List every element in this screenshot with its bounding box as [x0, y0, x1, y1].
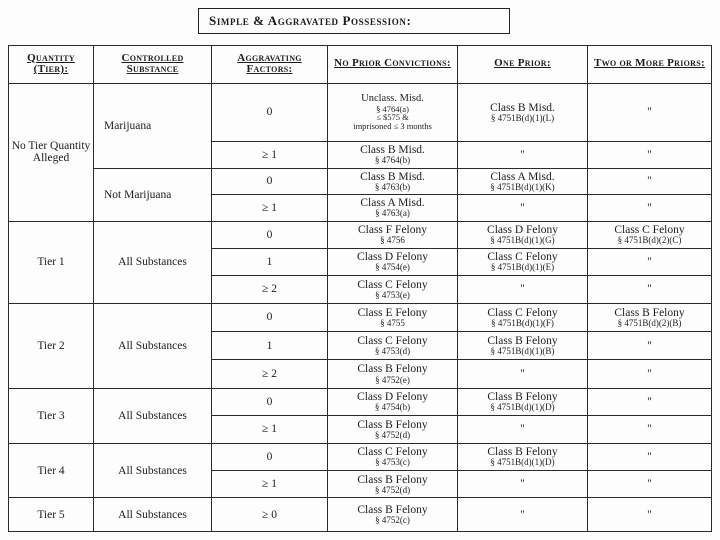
- penalty-class: Class C Felony: [357, 335, 428, 348]
- table-row: [9, 443, 712, 470]
- ditto-mark: ": [588, 416, 712, 443]
- statute-cite: § 4752(c): [375, 515, 410, 526]
- penalty-class: Class B Felony: [487, 446, 558, 459]
- substance-label: All Substances: [94, 498, 212, 532]
- tier-label: Tier 3: [9, 388, 94, 443]
- penalty-note: imprisoned ≤ 3 months: [353, 120, 432, 131]
- statute-cite: § 4751B(d)(1)(F): [491, 317, 554, 328]
- ditto-mark: ": [588, 332, 712, 360]
- ditto-mark: ": [458, 195, 588, 221]
- penalty-class: Class C Felony: [614, 223, 685, 236]
- substance-label: All Substances: [94, 388, 212, 443]
- ditto-mark: ": [588, 276, 712, 303]
- table-row: [9, 303, 712, 331]
- ditto-mark: ": [458, 360, 588, 388]
- factor-cell: 0: [212, 83, 328, 142]
- no-prior-cell: [328, 498, 458, 532]
- header-substance: Controlled Substance: [94, 46, 212, 84]
- tier-label: No Tier Quantity Alleged: [9, 83, 94, 221]
- two-prior-cell: [588, 221, 712, 248]
- no-prior-cell: [328, 142, 458, 168]
- statute-cite: § 4751B(d)(1)(E): [490, 262, 555, 273]
- penalty-class: Class B Felony: [487, 391, 558, 404]
- penalty-class: Class C Felony: [487, 306, 558, 319]
- penalty-class: Class A Misd.: [490, 170, 555, 183]
- ditto-mark: ": [588, 360, 712, 388]
- one-prior-cell: [458, 248, 588, 275]
- header-factors: Aggravating Factors:: [212, 46, 328, 84]
- table-row: [9, 498, 712, 532]
- statute-cite: § 4752(d): [374, 484, 411, 495]
- title-text: Simple & Aggravated Possession:: [209, 13, 412, 28]
- two-prior-cell: [588, 303, 712, 331]
- substance-label: Not Marijuana: [94, 168, 212, 221]
- penalty-class: Class D Felony: [357, 391, 428, 404]
- factor-cell: ≥ 0: [212, 498, 328, 532]
- statute-cite: § 4756: [380, 235, 405, 245]
- penalty-class: Class C Felony: [487, 251, 558, 264]
- penalty-class: Class B Misd.: [360, 144, 425, 157]
- penalty-class: Class B Felony: [357, 503, 428, 516]
- penalty-class: Class A Misd.: [360, 197, 425, 210]
- one-prior-cell: [458, 83, 588, 142]
- ditto-mark: ": [458, 471, 588, 498]
- no-prior-cell: [328, 221, 458, 248]
- table-row: [9, 83, 712, 142]
- factor-cell: 0: [212, 168, 328, 194]
- one-prior-cell: [458, 221, 588, 248]
- ditto-mark: ": [588, 168, 712, 194]
- statute-cite: § 4751B(d)(2)(C): [617, 235, 682, 245]
- table-row: [9, 388, 712, 415]
- factor-cell: ≥ 1: [212, 195, 328, 221]
- statute-cite: § 4753(e): [375, 289, 410, 300]
- tier-label: Tier 5: [9, 498, 94, 532]
- statute-cite: § 4751B(d)(1)(K): [490, 181, 555, 192]
- one-prior-cell: [458, 168, 588, 194]
- tier-label: Tier 1: [9, 221, 94, 303]
- ditto-mark: ": [588, 83, 712, 142]
- no-prior-cell: [328, 332, 458, 360]
- header-no-prior: No Prior Convictions:: [328, 46, 458, 84]
- statute-cite: § 4752(d): [374, 429, 411, 440]
- no-prior-cell: [328, 276, 458, 303]
- substance-label: All Substances: [94, 221, 212, 303]
- penalty-class: Class B Felony: [357, 363, 428, 376]
- factor-cell: 1: [212, 248, 328, 275]
- statute-cite: § 4751B(d)(1)(L): [490, 112, 555, 123]
- statute-cite: § 4763(a): [375, 208, 410, 219]
- penalty-class: Class D Felony: [357, 251, 428, 264]
- penalty-class: Class D Felony: [487, 223, 558, 236]
- tier-label: Tier 4: [9, 443, 94, 498]
- ditto-mark: ": [588, 443, 712, 470]
- factor-cell: 0: [212, 221, 328, 248]
- penalty-class: Class C Felony: [357, 278, 428, 291]
- one-prior-cell: [458, 303, 588, 331]
- penalty-class: Class B Misd.: [490, 101, 555, 114]
- statute-cite: § 4754(e): [375, 262, 410, 273]
- no-prior-cell: [328, 168, 458, 194]
- penalty-class: Class E Felony: [357, 306, 428, 319]
- statute-cite: § 4753(d): [374, 346, 411, 357]
- ditto-mark: ": [588, 388, 712, 415]
- ditto-mark: ": [588, 498, 712, 532]
- no-prior-cell: [328, 443, 458, 470]
- one-prior-cell: [458, 388, 588, 415]
- ditto-mark: ": [458, 416, 588, 443]
- possession-table: [8, 45, 712, 532]
- penalty-class: Class B Felony: [357, 418, 428, 431]
- no-prior-cell: [328, 83, 458, 142]
- ditto-mark: ": [458, 498, 588, 532]
- factor-cell: 0: [212, 443, 328, 470]
- substance-label: Marijuana: [94, 83, 212, 168]
- statute-cite: § 4753(c): [375, 457, 410, 468]
- penalty-class: Class B Misd.: [360, 170, 425, 183]
- ditto-mark: ": [588, 471, 712, 498]
- no-prior-cell: [328, 248, 458, 275]
- factor-cell: 1: [212, 332, 328, 360]
- penalty-class: Class B Felony: [614, 306, 685, 319]
- penalty-class: Class C Felony: [357, 446, 428, 459]
- statute-cite: § 4751B(d)(2)(B): [617, 317, 682, 328]
- tier-label: Tier 2: [9, 303, 94, 388]
- statute-cite: § 4755: [380, 317, 405, 328]
- ditto-mark: ": [588, 142, 712, 168]
- statute-cite: § 4751B(d)(1)(D): [490, 402, 555, 413]
- no-prior-cell: [328, 195, 458, 221]
- no-prior-cell: [328, 416, 458, 443]
- statute-cite: § 4751B(d)(1)(B): [490, 346, 555, 357]
- no-prior-cell: [328, 388, 458, 415]
- factor-cell: 0: [212, 303, 328, 331]
- no-prior-cell: [328, 471, 458, 498]
- statute-cite: § 4763(b): [374, 181, 411, 192]
- statute-cite: § 4751B(d)(1)(D): [490, 457, 555, 468]
- statute-cite: § 4764(b): [374, 155, 411, 166]
- header-two-more: Two or More Priors:: [588, 46, 712, 84]
- factor-cell: ≥ 1: [212, 471, 328, 498]
- substance-label: All Substances: [94, 443, 212, 498]
- page-title: [198, 8, 510, 34]
- substance-label: All Substances: [94, 303, 212, 388]
- penalty-class: Class B Felony: [357, 473, 428, 486]
- no-prior-cell: [328, 360, 458, 388]
- header-quantity: Quantity (Tier):: [9, 46, 94, 84]
- penalty-note: ≤ $575 &: [376, 112, 409, 123]
- statute-cite: § 4751B(d)(1)(G): [490, 235, 555, 245]
- factor-cell: 0: [212, 388, 328, 415]
- header-one-prior: One Prior:: [458, 46, 588, 84]
- table-row: [9, 168, 712, 194]
- statute-cite: § 4764(a): [376, 103, 409, 114]
- factor-cell: ≥ 1: [212, 142, 328, 168]
- table-row: [9, 221, 712, 248]
- header-row: [9, 46, 712, 84]
- factor-cell: ≥ 2: [212, 360, 328, 388]
- one-prior-cell: [458, 443, 588, 470]
- statute-cite: § 4754(b): [374, 402, 411, 413]
- ditto-mark: ": [588, 248, 712, 275]
- penalty-class: Class F Felony: [357, 223, 427, 236]
- ditto-mark: ": [588, 195, 712, 221]
- factor-cell: ≥ 1: [212, 416, 328, 443]
- statute-cite: § 4752(e): [375, 374, 410, 385]
- ditto-mark: ": [458, 142, 588, 168]
- one-prior-cell: [458, 332, 588, 360]
- penalty-class: Unclass. Misd.: [361, 93, 424, 105]
- ditto-mark: ": [458, 276, 588, 303]
- no-prior-cell: [328, 303, 458, 331]
- penalty-class: Class B Felony: [487, 335, 558, 348]
- factor-cell: ≥ 2: [212, 276, 328, 303]
